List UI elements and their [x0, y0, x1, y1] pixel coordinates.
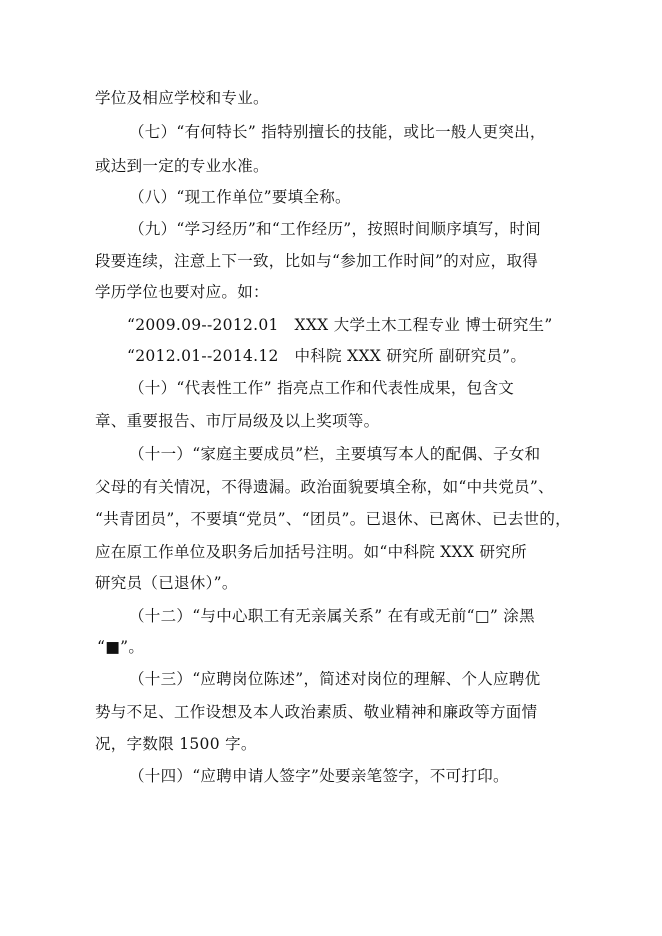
text-line: 或达到一定的专业水准。	[95, 157, 269, 175]
text-line: （八）“现工作单位”要填全称。	[129, 188, 351, 206]
text-line: 势与不足、工作设想及本人政治素质、敬业精神和廉政等方面情	[95, 703, 538, 721]
text-line: “共青团员”，不要填“党员”、“团员”。已退休、已离休、已去世的，	[95, 510, 571, 528]
text-line: “2012.01--2014.12 中科院 XXX 研究所 副研究员”。	[127, 347, 527, 365]
text-line: 况，字数限 1500 字。	[95, 735, 257, 753]
text-line: （十二）“与中心职工有无亲属关系” 在有或无前“□” 涂黑	[129, 607, 535, 625]
text-line: （十）“代表性工作” 指亮点工作和代表性成果，包含文	[129, 379, 515, 397]
text-line: 章、重要报告、市厅局级及以上奖项等。	[95, 412, 380, 430]
text-line: （十三）“应聘岗位陈述”，简述对岗位的理解、个人应聘优	[129, 670, 541, 688]
text-line: （十一）“家庭主要成员”栏，主要填写本人的配偶、子女和	[129, 445, 541, 463]
text-line: 应在原工作单位及职务后加括号注明。如“中科院 XXX 研究所	[95, 543, 527, 561]
text-line: 学历学位也要对应。如：	[95, 283, 269, 301]
text-line: 段要连续，注意上下一致，比如与“参加工作时间”的对应，取得	[95, 252, 539, 270]
text-line: 父母的有关情况，不得遗漏。政治面貌要填全称，如“中共党员”、	[95, 478, 554, 496]
text-line: 研究员（已退休）”。	[95, 574, 238, 592]
text-line: “■”。	[97, 638, 145, 656]
text-line: （十四）“应聘申请人签字”处要亲笔签字，不可打印。	[129, 767, 509, 785]
text-line: 学位及相应学校和专业。	[95, 89, 269, 107]
text-line: （七）“有何特长” 指特别擅长的技能，或比一般人更突出，	[129, 123, 546, 141]
text-line: （九）“学习经历”和“工作经历”，按照时间顺序填写，时间	[129, 220, 542, 238]
text-line: “2009.09--2012.01 XXX 大学土木工程专业 博士研究生”	[127, 316, 553, 334]
